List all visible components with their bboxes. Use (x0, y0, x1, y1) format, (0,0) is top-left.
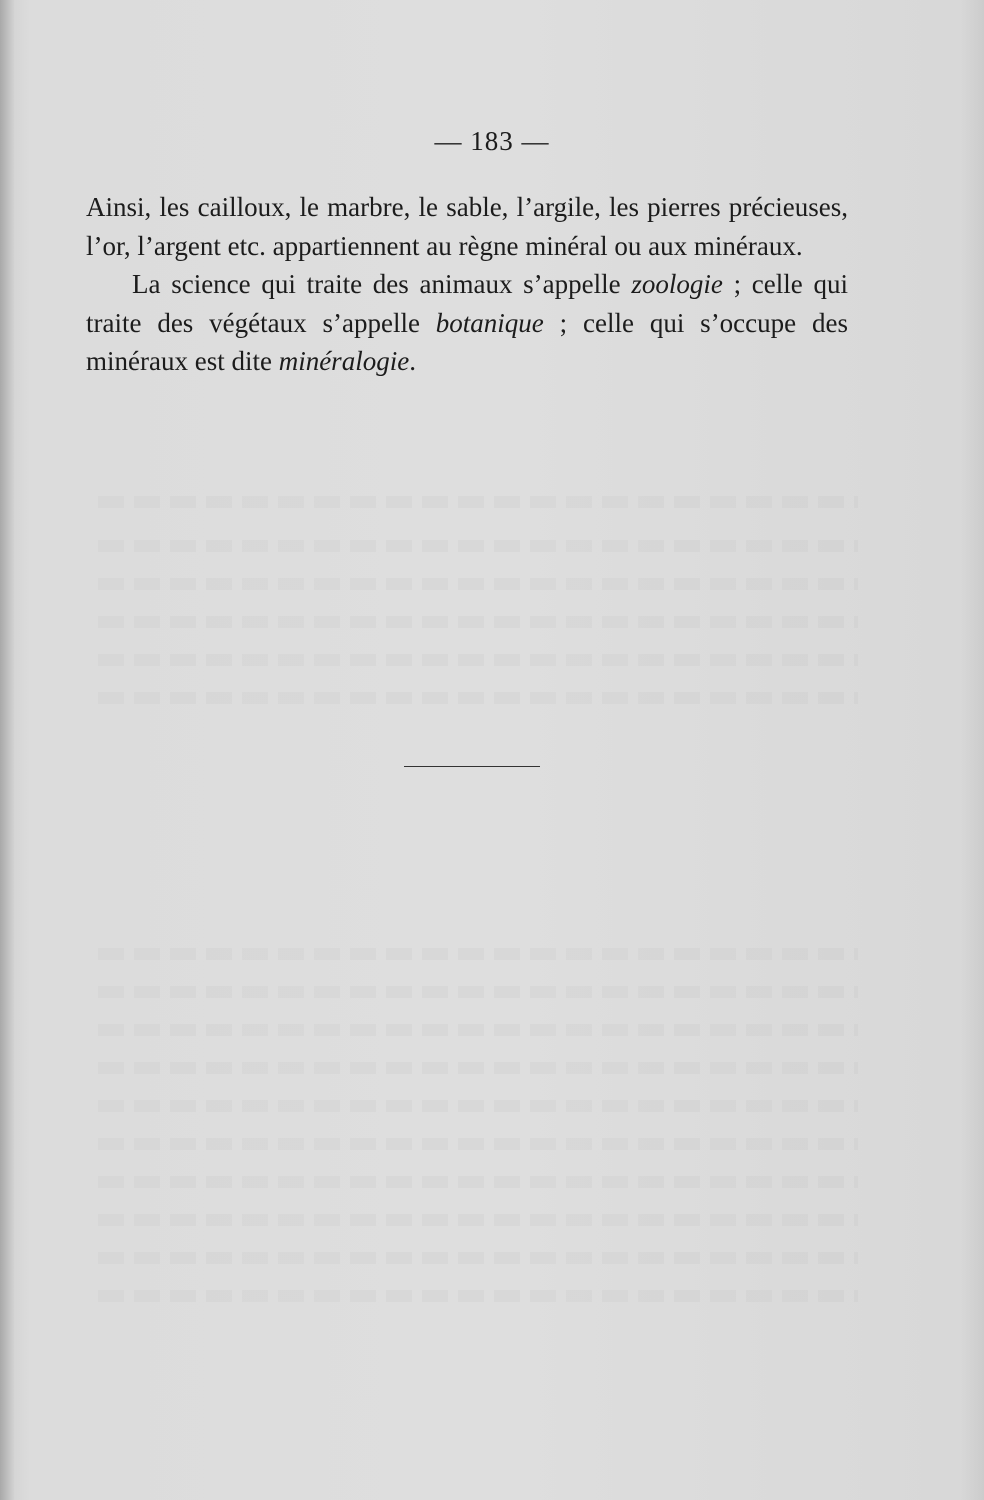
section-divider (404, 766, 540, 767)
bleed-through-line (98, 616, 858, 628)
bleed-through-line (98, 986, 858, 998)
bleed-through-line (98, 1214, 858, 1226)
bleed-through-line (98, 1176, 858, 1188)
term-mineralogie: minéralogie (278, 346, 410, 376)
paragraph-2-text: ; celle qui s’occupe des minéraux est dite (86, 307, 848, 376)
bleed-through-line (98, 1100, 858, 1112)
body-text (86, 188, 848, 381)
bleed-through-line (98, 1024, 858, 1036)
paragraph-2-text: . (409, 346, 416, 376)
bleed-through-line (98, 1138, 858, 1150)
page-number: — 183 — (434, 126, 550, 156)
bleed-through-line (98, 578, 858, 590)
bleed-through-line (98, 1252, 858, 1264)
bleed-through-line (98, 692, 858, 704)
bleed-through-line (98, 948, 858, 960)
bleed-through-line (98, 1290, 858, 1302)
bleed-through-line (98, 1062, 858, 1074)
paragraph-2 (86, 265, 848, 381)
bleed-through-line (98, 496, 858, 508)
paragraph-1: Ainsi, les cailloux, le marbre, le sable, l’argile, les pierres précieuses, l’or, l’argent etc. appartiennent au règne minéral ou aux minéraux. (86, 192, 848, 261)
bleed-through-line (98, 540, 858, 552)
term-botanique: botanique (435, 307, 544, 338)
paragraph-2-text: ; celle qui traite des végétaux s’appelle (86, 269, 848, 338)
paragraph-2-text: La science qui traite des animaux s’appelle (132, 269, 632, 299)
term-zoologie: zoologie (631, 269, 723, 299)
page-binding-edge (0, 0, 14, 1500)
bleed-through-line (98, 654, 858, 666)
